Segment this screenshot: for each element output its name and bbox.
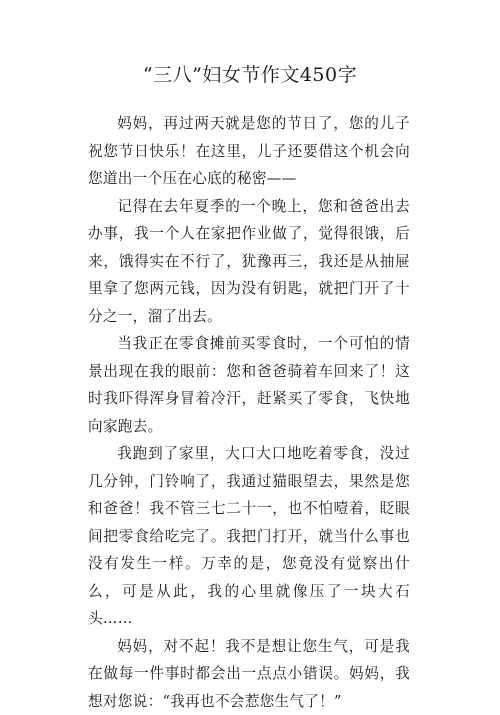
paragraph: 妈妈，对不起！我不是想让您生气，可是我在做每一件事时都会出一点点小错误。妈妈，我想对您说：“我再也不会惹您生气了！”: [88, 633, 410, 715]
paragraph: 记得在去年夏季的一个晚上，您和爸爸出去办事，我一个人在家把作业做了，觉得很饿，后来，饿得实在不行了，犹豫再三，我还是从抽屉里拿了您两元钱，因为没有钥匙，就把门开了十分之一，溜了出去。: [88, 193, 410, 331]
document-body: [88, 110, 410, 715]
document-title: “三八”妇女节作文450字: [0, 62, 500, 88]
paragraph: 妈妈，再过两天就是您的节日了，您的儿子祝您节日快乐！在这里，儿子还要借这个机会向您道出一个压在心底的秘密——: [88, 110, 410, 193]
paragraph: 当我正在零食摊前买零食时，一个可怕的情景出现在我的眼前：您和爸爸骑着车回来了！这时我吓得浑身冒着冷汗，赶紧买了零食，飞快地向家跑去。: [88, 330, 410, 440]
paragraph: 我跑到了家里，大口大口地吃着零食，没过几分钟，门铃响了，我通过猫眼望去，果然是您和爸爸！我不管三七二十一，也不怕噎着，眨眼间把零食给吃完了。我把门打开，就当什么事也没有发生一样。万幸的是，您竟没有觉察出什么，可是从此，我的心里就像压了一块大石头……: [88, 440, 410, 633]
